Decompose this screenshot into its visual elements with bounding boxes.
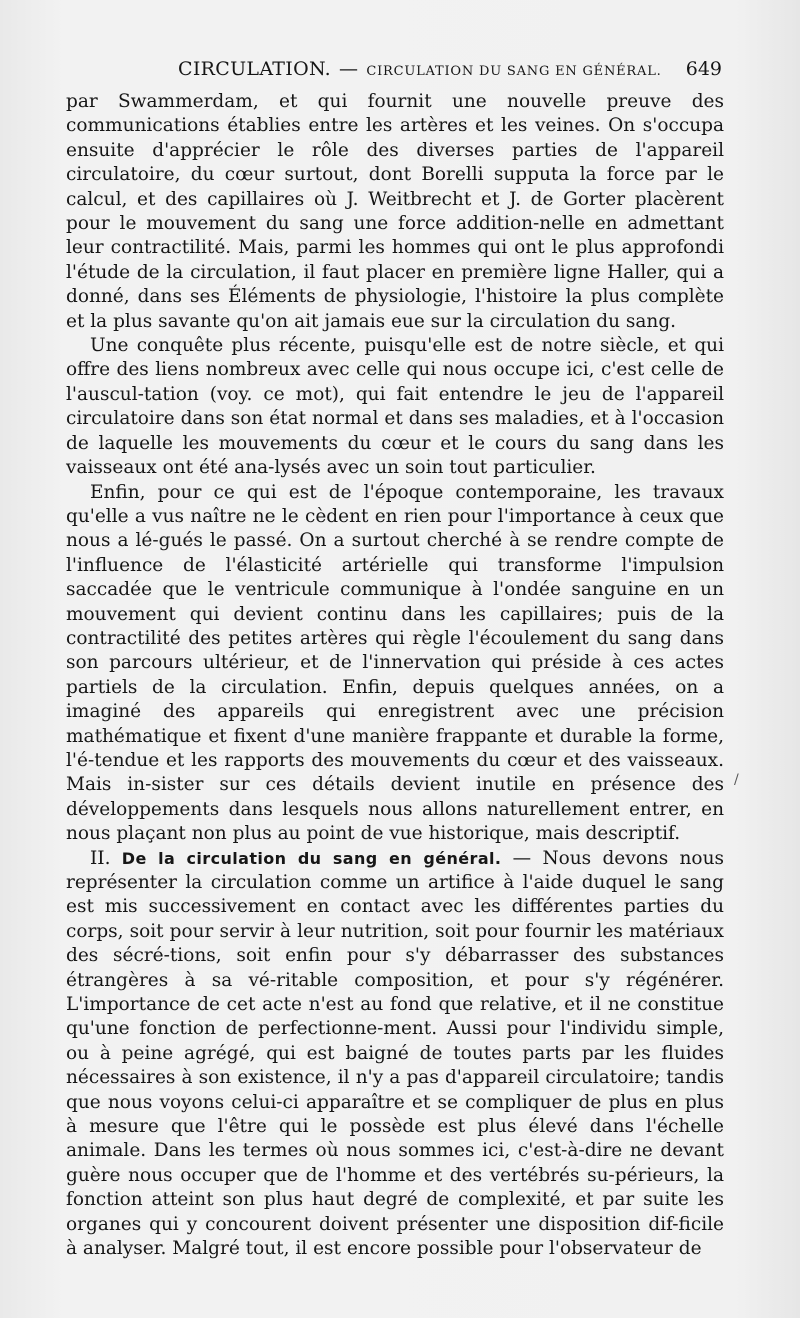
running-title: [178, 58, 662, 80]
margin-mark: /: [734, 772, 739, 788]
body-text: [66, 90, 724, 1262]
paragraph-2: Une conquête plus récente, puisqu'elle est de notre siècle, et qui offre des liens nombreux avec celle qui nous occupe ici, c'est celle de l'auscul-tation (voy. ce mot), qui fait entendre le jeu de l'appareil circulatoire dans son état normal et dans ses maladies, et à l'occasion de laquelle les mouvements du cœur et le cours du sang dans les vaisseaux ont été ana-lysés avec un soin tout particulier.: [66, 335, 724, 479]
paragraph-3: Enfin, pour ce qui est de l'époque contemporaine, les travaux qu'elle a vus naître ne le cèdent en rien pour l'importance à ceux que nous a lé-gués le passé. On a surtout cherché à se rendre compte de l'influence de l'élasticité artérielle qui transforme l'impulsion saccadée que le ventricule communique à l'ondée sanguine en un mouvement qui devient continu dans les capillaires; puis de la contractilité des petites artères qui règle l'écoulement du sang dans son parcours ultérieur, et de l'innervation qui préside à ces actes partiels de la circulation. Enfin, depuis quelques années, on a imaginé des appareils qui enregistrent avec une précision mathématique et fixent d'une manière frappante et durable la forme, l'é-tendue et les rapports des mouvements du cœur et des vaisseaux. Mais in-sister sur ces détails devient inutile en présence des développements dans lesquels nous allons naturellement entrer, en nous plaçant non plus au point de vue historique, mais descriptif.: [66, 481, 724, 845]
page-number: 649: [685, 58, 722, 80]
section-dash: —: [512, 847, 532, 869]
section-title: CIRCULATION DU SANG EN GÉNÉRAL.: [366, 64, 662, 79]
paragraph-1: par Swammerdam, et qui fournit une nouvelle preuve des communications établies entre les artères et les veines. On s'occupa ensuite d'apprécier le rôle des diverses parties de l'appareil circulatoire, du cœur surtout, dont Borelli supputa la force par le calcul, et des capillaires où J. Weitbrecht et J. de Gorter placèrent pour le mouvement du sang une force addition-nelle en admettant leur contractilité. Mais, parmi les hommes qui ont le plus approfondi l'étude de la circulation, il faut placer en première ligne Haller, qui a donné, dans ses Éléments de physiologie, l'histoire la plus complète et la plus savante qu'on ait jamais eue sur la circulation du sang.: [66, 91, 724, 332]
section-number: II.: [90, 847, 111, 869]
title-separator: —: [339, 58, 359, 80]
chapter-title: CIRCULATION.: [178, 58, 332, 80]
section-text: Nous devons nous représenter la circulation comme un artifice à l'aide duquel le sang est mis successivement en contact avec les différentes parties du corps, soit pour servir à leur nutrition, soit pour fournir les matériaux des sécré-tions, soit enfin pour s'y débarrasser des substances étrangères à sa vé-ritable composition, et pour s'y régénérer. L'importance de cet acte n'est au fond que relative, et il ne constitue qu'une fonction de perfectionne-ment. Aussi pour l'individu simple, ou à peine agrégé, qui est baigné de toutes parts par les fluides nécessaires à son existence, il n'y a pas d'appareil circulatoire; tandis que nous voyons celui-ci apparaître et se compliquer de plus en plus à mesure que l'être qui le possède est plus élevé dans l'échelle animale. Dans les termes où nous sommes ici, c'est-à-dire ne devant guère nous occuper que de l'homme et des vertébrés su-périeurs, la fonction atteint son plus haut degré de complexité, et par suite les organes qui y concourent doivent présenter une disposition dif-ficile à analyser. Malgré tout, il est encore possible pour l'observateur de: [66, 847, 724, 1260]
running-header: [66, 52, 722, 86]
section-heading: De la circulation du sang en général.: [121, 848, 502, 868]
section-paragraph: [66, 847, 724, 1262]
